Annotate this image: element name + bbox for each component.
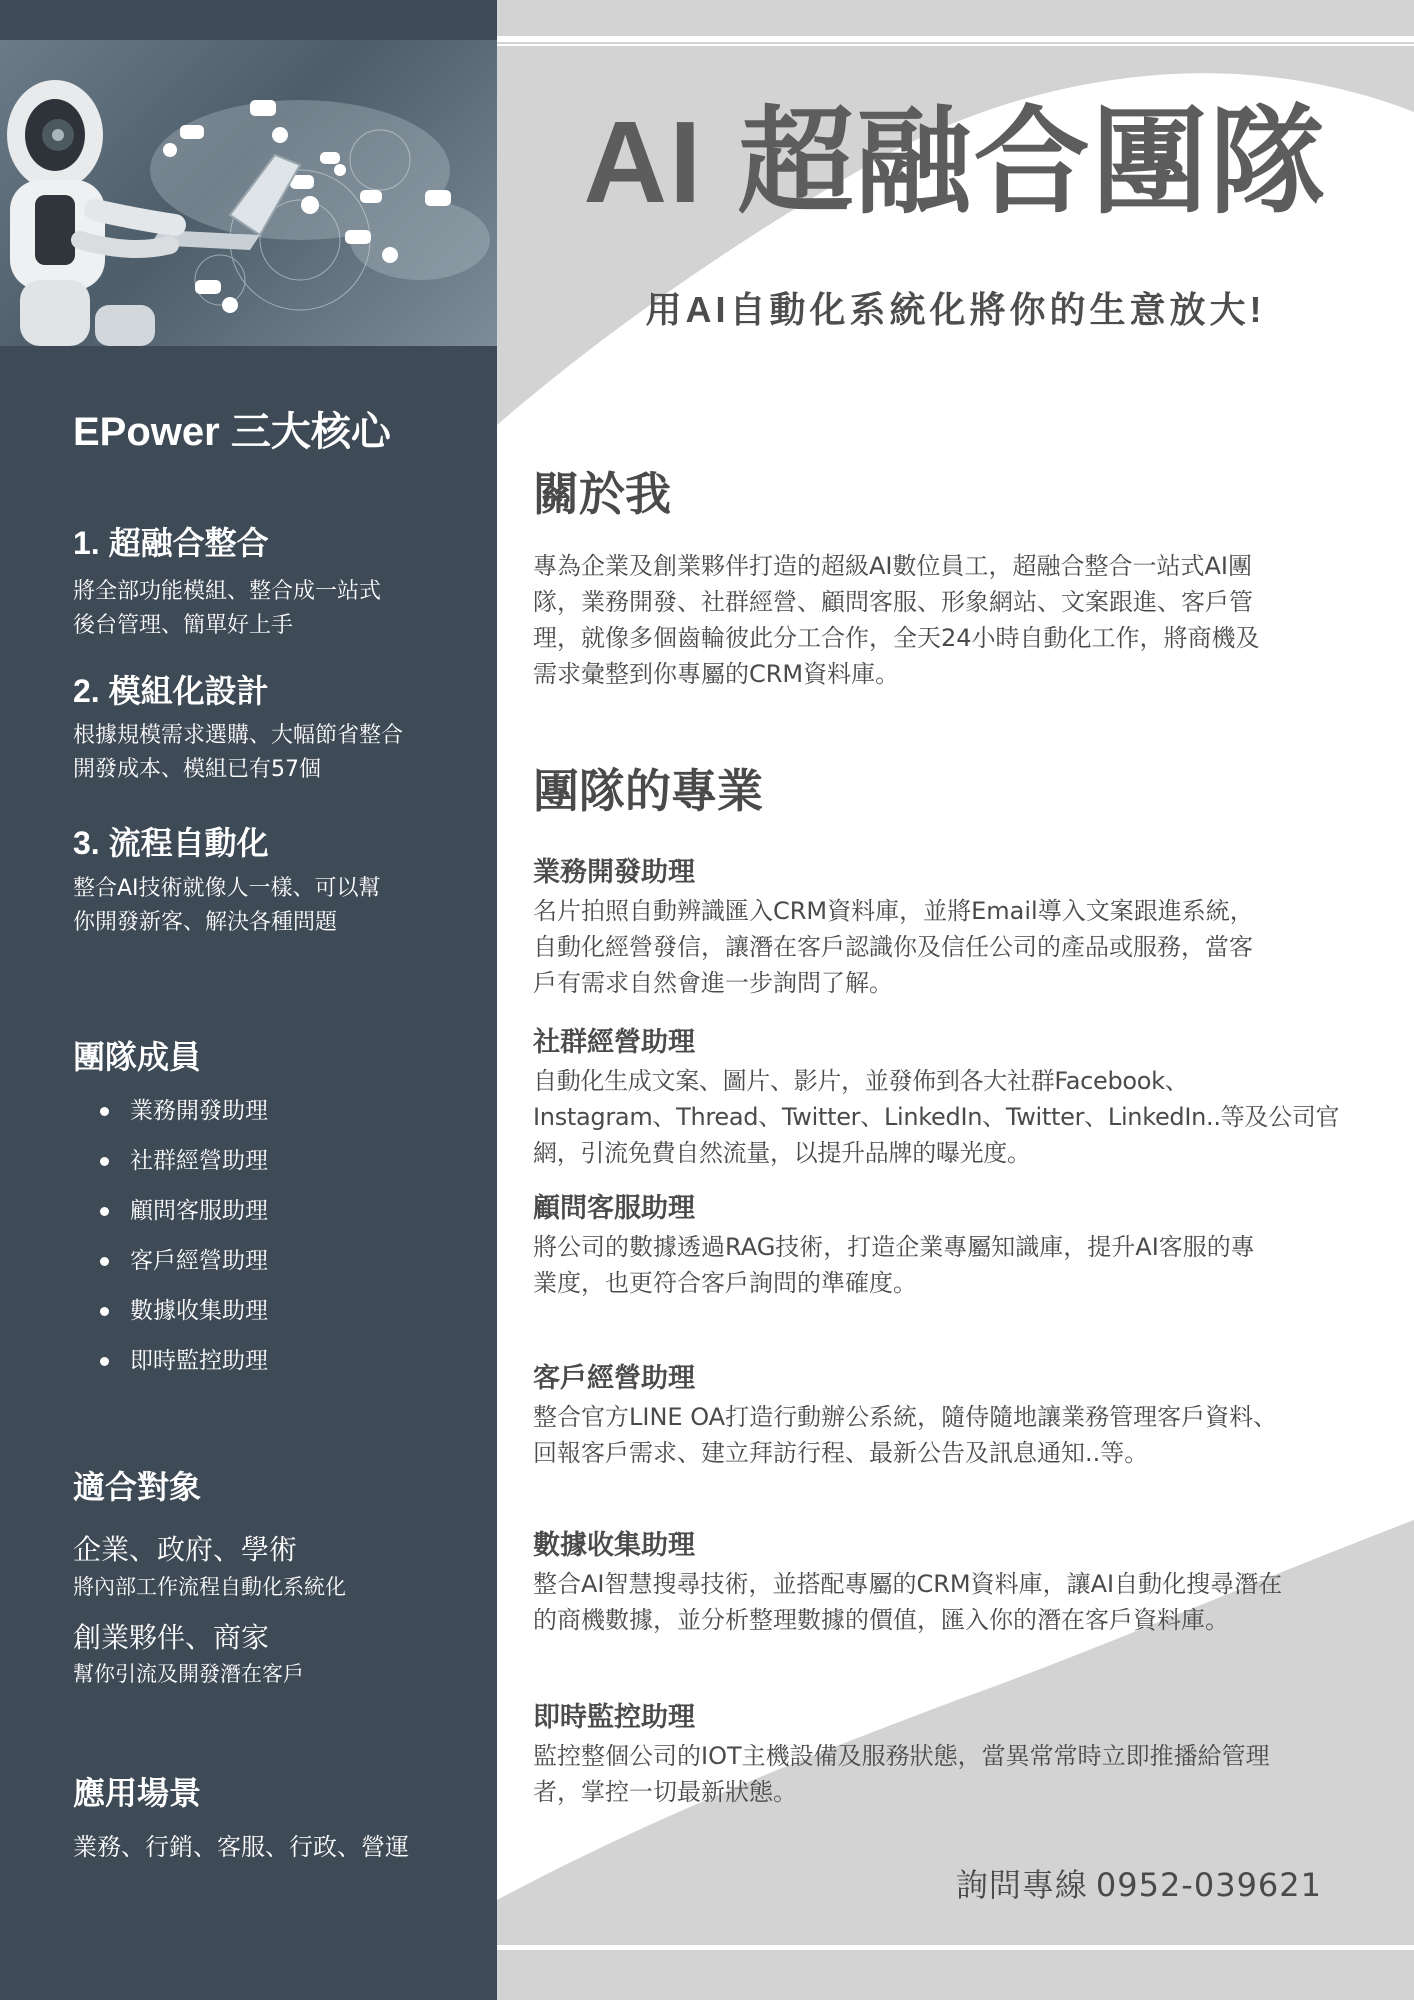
bullet-icon bbox=[100, 1307, 109, 1316]
member-item bbox=[73, 1286, 467, 1336]
audience-1-name: 企業、政府、學術 bbox=[73, 1533, 298, 1566]
service-title: 即時監控助理 bbox=[533, 1702, 695, 1732]
service-desc bbox=[533, 893, 1345, 1001]
member-label: 社群經營助理 bbox=[130, 1148, 268, 1174]
service-line: 整合官方LINE OA打造行動辦公系統，隨侍隨地讓業務管理客戶資料、 bbox=[533, 1403, 1278, 1431]
core-1-title: 1. 超融合整合 bbox=[73, 525, 269, 561]
audience-title: 適合對象 bbox=[73, 1469, 202, 1505]
service-desc bbox=[533, 1063, 1345, 1171]
service-line: 的商機數據，並分析整理數據的價值，匯入你的潛在客戶資料庫。 bbox=[533, 1606, 1229, 1634]
audience-1-desc: 將內部工作流程自動化系統化 bbox=[73, 1575, 346, 1599]
core-3-line-2: 你開發新客、解決各種問題 bbox=[73, 910, 338, 935]
service-data bbox=[533, 1523, 1345, 1638]
about-title: 關於我 bbox=[533, 468, 671, 520]
audience-2-name: 創業夥伴、商家 bbox=[73, 1621, 270, 1654]
member-label: 客戶經營助理 bbox=[130, 1248, 268, 1274]
member-item bbox=[73, 1336, 467, 1386]
members-list bbox=[73, 1086, 467, 1386]
service-line: 名片拍照自動辨識匯入CRM資料庫，並將Email導入文案跟進系統， bbox=[533, 897, 1254, 925]
service-title: 業務開發助理 bbox=[533, 857, 695, 887]
about-line: 理，就像多個齒輪彼此分工合作，全天24小時自動化工作，將商機及 bbox=[533, 624, 1260, 652]
page-subtitle: 用AI自動化系統化將你的生意放大! bbox=[645, 289, 1266, 330]
contact-hotline[interactable] bbox=[956, 1860, 1322, 1906]
hero-image bbox=[0, 40, 497, 346]
scenario-text: 業務、行銷、客服、行政、營運 bbox=[73, 1833, 409, 1861]
service-line: 將公司的數據透過RAG技術，打造企業專屬知識庫，提升AI客服的專 bbox=[533, 1233, 1255, 1261]
service-monitor bbox=[533, 1695, 1345, 1810]
audience-2-desc: 幫你引流及開發潛在客戶 bbox=[73, 1662, 304, 1686]
service-desc bbox=[533, 1738, 1345, 1810]
service-line: 戶有需求自然會進一步詢問了解。 bbox=[533, 969, 893, 997]
service-title: 顧問客服助理 bbox=[533, 1193, 695, 1223]
service-desc bbox=[533, 1399, 1345, 1471]
service-title: 社群經營助理 bbox=[533, 1027, 695, 1057]
sidebar bbox=[0, 0, 497, 2000]
member-label: 顧問客服助理 bbox=[130, 1198, 268, 1224]
bullet-icon bbox=[100, 1207, 109, 1216]
service-line: 網，引流免費自然流量，以提升品牌的曝光度。 bbox=[533, 1139, 1031, 1167]
service-line: Instagram、Thread、Twitter、LinkedIn、Twitter、LinkedIn..等及公司官 bbox=[533, 1103, 1340, 1131]
service-title: 數據收集助理 bbox=[533, 1530, 695, 1560]
core-3-line-1: 整合AI技術就像人一樣、可以幫 bbox=[73, 876, 381, 901]
service-line: 監控整個公司的IOT主機設備及服務狀態，當異常常時立即推播給管理 bbox=[533, 1742, 1270, 1770]
bullet-icon bbox=[100, 1107, 109, 1116]
core-2-desc bbox=[73, 719, 467, 787]
service-line: 者，掌控一切最新狀態。 bbox=[533, 1778, 797, 1806]
member-item bbox=[73, 1186, 467, 1236]
service-title: 客戶經營助理 bbox=[533, 1363, 695, 1393]
core-2-title: 2. 模組化設計 bbox=[73, 673, 269, 709]
service-desc bbox=[533, 1566, 1345, 1638]
core-2-line-1: 根據規模需求選購、大幅節省整合 bbox=[73, 723, 404, 748]
service-line: 回報客戶需求、建立拜訪行程、最新公告及訊息通知..等。 bbox=[533, 1439, 1149, 1467]
team-title: 團隊的專業 bbox=[533, 765, 763, 817]
members-title: 團隊成員 bbox=[73, 1039, 202, 1075]
about-line: 隊，業務開發、社群經營、顧問客服、形象網站、文案跟進、客戶管 bbox=[533, 588, 1253, 616]
bullet-icon bbox=[100, 1157, 109, 1166]
page-title: AI 超融合團隊 bbox=[583, 97, 1328, 227]
service-social bbox=[533, 1020, 1345, 1171]
robot-laptop-illustration bbox=[0, 40, 497, 346]
core-3-title: 3. 流程自動化 bbox=[73, 825, 269, 861]
about-line: 需求彙整到你專屬的CRM資料庫。 bbox=[533, 660, 900, 688]
service-consulting bbox=[533, 1186, 1345, 1301]
member-item bbox=[73, 1086, 467, 1136]
bullet-icon bbox=[100, 1257, 109, 1266]
about-line: 專為企業及創業夥伴打造的超級AI數位員工，超融合整合一站式AI團 bbox=[533, 552, 1252, 580]
core-1-desc bbox=[73, 575, 467, 643]
service-line: 自動化經營發信，讓潛在客戶認識你及信任公司的產品或服務，當客 bbox=[533, 933, 1253, 961]
service-line: 自動化生成文案、圖片、影片，並發佈到各大社群Facebook、 bbox=[533, 1067, 1189, 1095]
service-line: 業度，也更符合客戶詢問的準確度。 bbox=[533, 1269, 917, 1297]
member-label: 即時監控助理 bbox=[130, 1348, 268, 1374]
core-2-line-2: 開發成本、模組已有57個 bbox=[73, 757, 321, 782]
core-1-line-2: 後台管理、簡單好上手 bbox=[73, 613, 294, 638]
member-label: 業務開發助理 bbox=[130, 1098, 268, 1124]
scenario-title: 應用場景 bbox=[73, 1775, 202, 1811]
bullet-icon bbox=[100, 1357, 109, 1366]
core-title: EPower 三大核心 bbox=[73, 410, 391, 454]
phone-number[interactable]: 0952-039621 bbox=[1095, 1866, 1322, 1904]
service-desc bbox=[533, 1229, 1345, 1301]
member-item bbox=[73, 1236, 467, 1286]
member-label: 數據收集助理 bbox=[130, 1298, 268, 1324]
service-line: 整合AI智慧搜尋技術，並搭配專屬的CRM資料庫，讓AI自動化搜尋潛在 bbox=[533, 1570, 1283, 1598]
hotline-label: 詢問專線 bbox=[955, 1866, 1088, 1904]
core-1-line-1: 將全部功能模組、整合成一站式 bbox=[73, 579, 382, 604]
member-item bbox=[73, 1136, 467, 1186]
service-business-dev bbox=[533, 850, 1345, 1001]
service-customer bbox=[533, 1356, 1345, 1471]
core-3-desc bbox=[73, 872, 467, 940]
about-text bbox=[533, 548, 1345, 692]
